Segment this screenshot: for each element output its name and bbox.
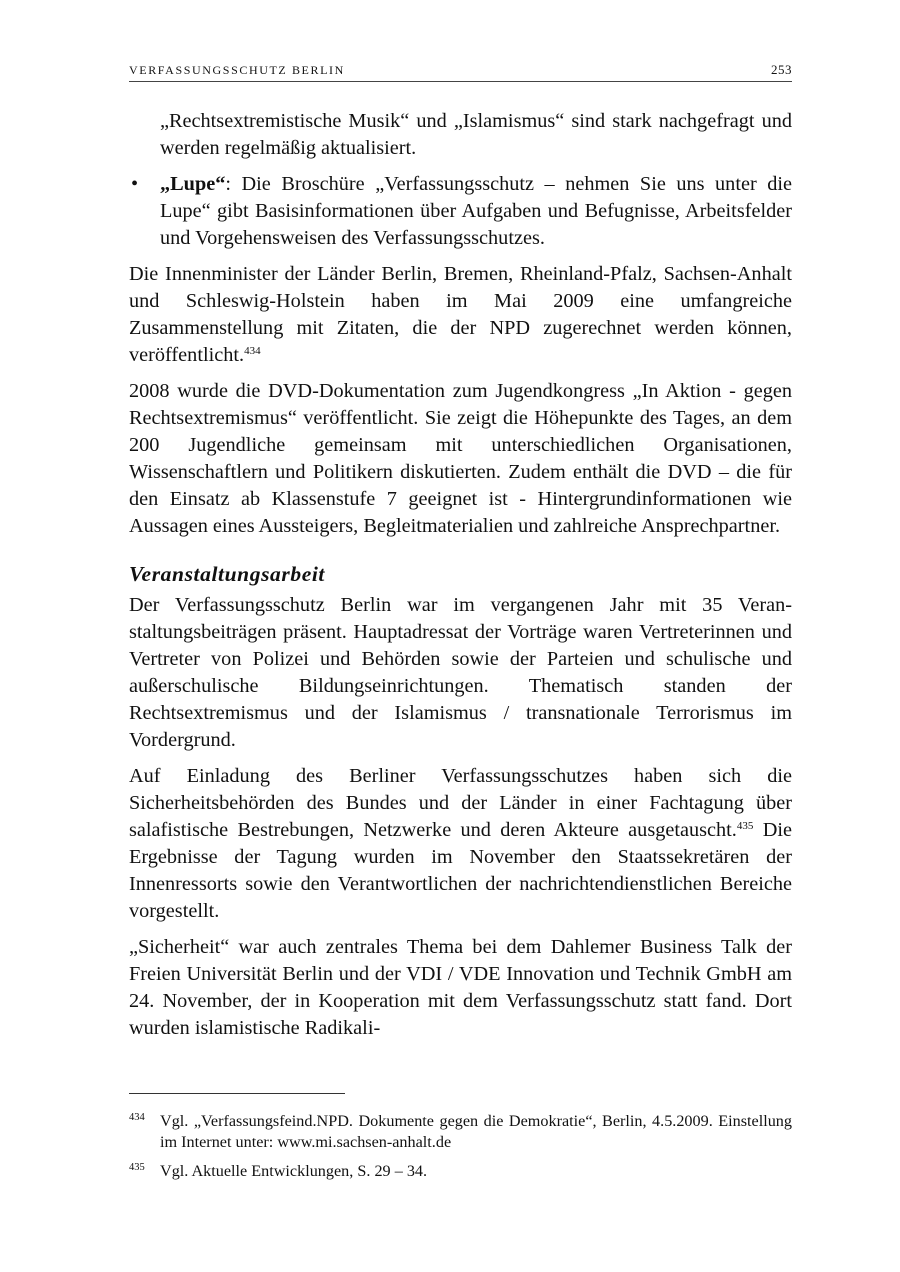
continuation-paragraph: „Rechtsextremistische Musik“ und „Islamismus“ sind stark nachgefragt und werden regelmäßig aktualisiert. xyxy=(160,110,792,159)
paragraph-veranstaltungen: Der Verfassungsschutz Berlin war im vergangenen Jahr mit 35 Veranstaltungsbeiträgen präsent. Hauptadressat der Vorträge waren Vertreterinnen und Vertreter von Polizei und Behörden sowie der Parteien und schulische und außerschulische Bildungseinrichtungen. Thematisch standen der Rechtsextremismus und der Islamismus / transnationale Terrorismus im Vordergrund. xyxy=(129,594,792,751)
footnote-number: 435 xyxy=(129,1162,145,1173)
paragraph-sicherheit: „Sicherheit“ war auch zentrales Thema bei dem Dahlemer Business Talk der Freien Universität Berlin und der VDI / VDE Innovation und Technik GmbH am 24. November, der in Kooperation mit dem Verfassungsschutz statt fand. Dort wurden islamistische Radikali- xyxy=(129,936,792,1039)
footnote-435 xyxy=(129,1161,792,1182)
section-heading: Veranstaltungsarbeit xyxy=(129,562,325,586)
bullet-marker: • xyxy=(131,173,139,195)
footnote-divider xyxy=(129,1093,345,1094)
footnotes xyxy=(129,1111,792,1190)
paragraph-text: Die Ergebnisse der Tagung wurden im November den Staatssekretären der Innenressorts sowie den Verantwortlichen der nachrichtendienstlichen Bereiche vorgestellt. xyxy=(129,819,792,922)
paragraph-text: Auf Einladung des Berliner Verfassungsschutzes haben sich die Sicherheitsbehörden des Bundes und der Länder in einer Fachtagung über salafistische Bestrebungen, Netzwerke und deren Akteure ausgetauscht. xyxy=(129,765,792,841)
footnote-number: 434 xyxy=(129,1112,145,1123)
footnote-ref-435[interactable]: 435 xyxy=(736,820,754,832)
footnote-text: Vgl. Aktuelle Entwicklungen, S. 29 – 34. xyxy=(160,1162,428,1180)
paragraph-dvd: 2008 wurde die DVD-Dokumentation zum Jugendkongress „In Aktion - gegen Rechtsextremismus“ veröffentlicht. Sie zeigt die Höhepunkte des Tages, an dem 200 Jugendliche gemeinsam mit unterschiedlichen Organisationen, Wissenschaftlern und Politikern diskutierten. Zudem enthält die DVD – die für den Einsatz ab Klassenstufe 7 geeignet ist - Hintergrundinformationen wie Aussagen eines Aussteigers, Begleitmaterialien und zahlreiche Ansprechpartner. xyxy=(129,380,792,537)
bullet-text xyxy=(160,171,792,252)
page-number: 253 xyxy=(771,62,792,77)
bullet-term: „Lupe“ xyxy=(160,173,226,195)
bullet-description: : Die Broschüre „Verfassungsschutz – nehmen Sie uns unter die Lupe“ gibt Basisinformationen über Aufgaben und Befugnisse, Arbeitsfelder und Vorgehensweisen des Verfassungsschutzes. xyxy=(160,173,792,249)
footnote-ref-434[interactable]: 434 xyxy=(244,345,261,357)
paragraph-innenminister xyxy=(129,261,792,369)
paragraph-text: Die Innenminister der Länder Berlin, Bremen, Rheinland-Pfalz, Sachsen-Anhalt und Schleswig-Holstein haben im Mai 2009 eine umfangreiche Zusammenstellung mit Zitaten, die der NPD zugerechnet werden können, veröffentlicht. xyxy=(129,263,792,366)
main-text xyxy=(129,108,792,1051)
running-header xyxy=(129,62,792,82)
footnote-text: Vgl. „Verfassungsfeind.NPD. Dokumente gegen die Demokratie“, Berlin, 4.5.2009. Einstellung im Internet unter: www.mi.sachsen-anhalt.de xyxy=(160,1112,792,1151)
footnote-434 xyxy=(129,1111,792,1153)
running-title: VERFASSUNGSSCHUTZ BERLIN xyxy=(129,63,345,77)
bullet-item-lupe xyxy=(129,171,792,252)
paragraph-fachtagung xyxy=(129,763,792,925)
